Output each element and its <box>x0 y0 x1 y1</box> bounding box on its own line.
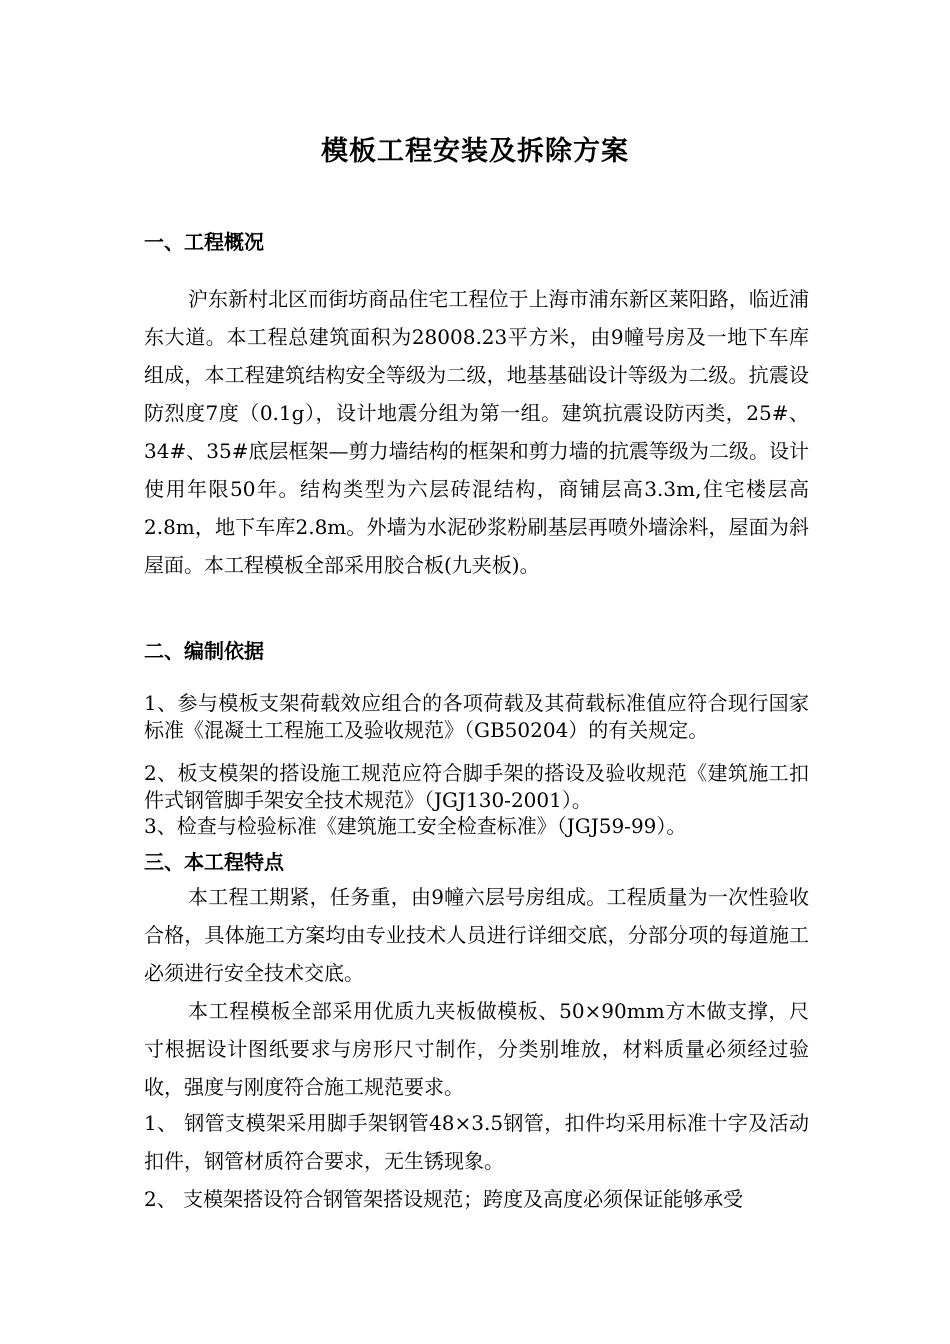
section-heading-features: 三、本工程特点 <box>144 850 284 874</box>
features-paragraph-2: 本工程模板全部采用优质九夹板做模板、50×90mm方木做支撑，尺寸根据设计图纸要求与房形尺寸制作，分类别堆放，材料质量必须经过验收，强度与刚度符合施工规范要求。 <box>144 999 809 1099</box>
basis-item-3: 3、检查与检验标准《建筑施工安全检查标准》（JGJ59-99）。 <box>144 814 687 838</box>
features-paragraph-1: 本工程工期紧，任务重，由9幢六层号房组成。工程质量为一次性验收合格，具体施工方案均由专业技术人员进行详细交底，分部分项的每道施工必须进行安全技术交底。 <box>144 885 809 985</box>
basis-item-1: 1、参与模板支架荷载效应组合的各项荷载及其荷载标准值应符合现行国家标准《混凝土工程施工及验收规范》（GB50204）的有关规定。 <box>144 691 809 742</box>
overview-paragraph: 沪东新村北区而街坊商品住宅工程位于上海市浦东新区莱阳路，临近浦东大道。本工程总建筑面积为28008.23平方米，由9幢号房及一地下车库组成，本工程建筑结构安全等级为二级，地基基础设计等级为二级。抗震设防烈度7度（0.1g），设计地震分组为第一组。建筑抗震设防丙类，25#、34#、35#底层框架—剪力墙结构的框架和剪力墙的抗震等级为二级。设计使用年限50年。结构类型为六层砖混结构，商铺层高3.3m,住宅楼层高2.8m，地下车库2.8m。外墙为水泥砂浆粉刷基层再喷外墙涂料，屋面为斜屋面。本工程模板全部采用胶合板(九夹板)。 <box>144 287 809 577</box>
section-heading-overview: 一、工程概况 <box>144 230 264 254</box>
page-title: 模板工程安装及拆除方案 <box>321 136 629 167</box>
features-item-2: 2、 支模架搭设符合钢管架搭设规范；跨度及高度必须保证能够承受 <box>144 1187 744 1211</box>
section-heading-basis: 二、编制依据 <box>144 639 264 663</box>
features-item-1: 1、 钢管支模架采用脚手架钢管48×3.5钢管，扣件均采用标准十字及活动扣件，钢管材质符合要求，无生锈现象。 <box>144 1111 809 1173</box>
basis-item-2: 2、板支模架的搭设施工规范应符合脚手架的搭设及验收规范《建筑施工扣件式钢管脚手架安全技术规范》（JGJ130-2001）。 <box>144 761 809 812</box>
